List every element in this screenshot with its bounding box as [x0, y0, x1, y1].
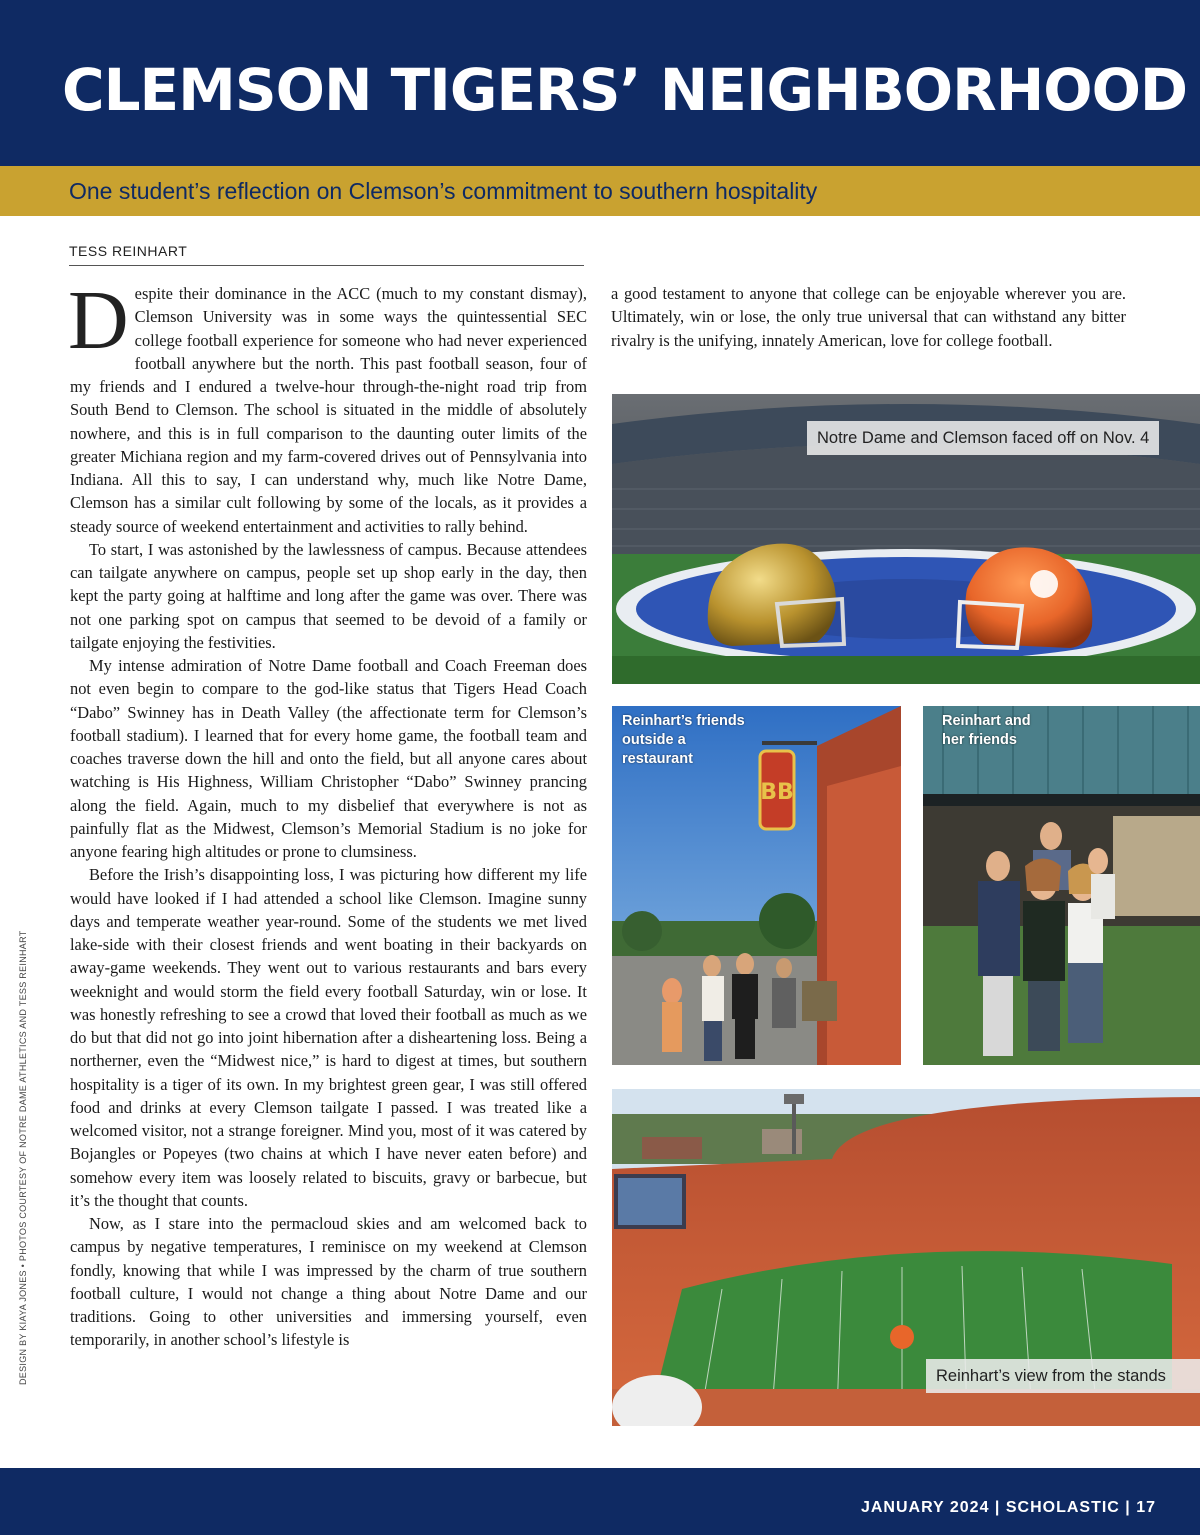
paragraph-5: Now, as I stare into the permacloud skies and am welcomed back to campus by negative temperatures, I reminisce on my weekend at Clemson fondly, knowing that while I was impressed by the charm of true southern football culture, I would not change a thing about Notre Dame and our traditions. Going to other universities and immersing yourself, even temporarily, in another school’s lifestyle is — [70, 1214, 587, 1350]
caption-stands: Reinhart’s view from the stands — [926, 1359, 1200, 1393]
photo-credit: DESIGN BY KIAYA JONES • PHOTOS COURTESY OF NOTRE DAME ATHLETICS AND TESS REINHART — [18, 930, 28, 1385]
sign-letters: BB — [760, 780, 794, 805]
page-title: CLEMSON TIGERS’ NEIGHBORHOOD — [62, 56, 1188, 124]
paragraph-5-continued: a good testament to anyone that college can be enjoyable wherever you are. Ultimately, win or lose, the only true universal that can withstand any bitter rivalry is the unifying, innately American, love for college football. — [611, 284, 1126, 350]
paragraph-3: My intense admiration of Notre Dame football and Coach Freeman does not even begin to compare to the god-like status that Tigers Head Coach “Dabo” Swinney has in Death Valley (the affectionate term for Clemson’s football stadium). I learned that for every home game, the football team and coaches traverse down the hill and onto the field, but all anyone cares about watching is His Highness, William Christopher “Dabo” Swinney prancing along the field. Again, much to my disbelief that everywhere is not as painfully flat as the Midwest, Clemson’s Memorial Stadium is no joke for anyone fearing high altitudes or prone to clumsiness. — [70, 656, 587, 861]
article-column-2 — [611, 282, 1126, 352]
byline: TESS REINHART — [69, 243, 584, 266]
caption-friends: Reinhart and her friends — [942, 713, 1031, 748]
caption-restaurant: Reinhart’s friends outside a restaurant — [622, 713, 745, 767]
drop-cap: D — [68, 274, 129, 367]
paragraph-2: To start, I was astonished by the lawlessness of campus. Because attendees can tailgate anywhere on campus, people set up shop early in the day, then kept the party going at halftime and long after the game was over. There was not one parking spot on campus that seemed to be devoid of a family or tailgate enjoying the festivities. — [70, 539, 587, 652]
paragraph-4: Before the Irish’s disappointing loss, I was picturing how different my life would have looked if I had attended a school like Clemson. Imagine sunny days and temperate weather year-round. Some of the students we met lived lake-side with their closest friends and went boating in their backyards on away-game weekends. They went out to various restaurants and bars every weeknight and would storm the field every football Saturday, win or lose. It was honestly refreshing to see a crowd that loved their football as much as we do but that did not go into joint hibernation after a disheartening loss. Being a northerner, even the “Midwest nice,” is hard to digest at times, but southern hospitality is a tiger of its own. In my brightest green gear, I was still offered food and drinks at every Clemson tailgate I passed. I was treated like a welcomed visitor, not a strange foreigner. Mind you, most of it was catered by Bojangles or Popeyes (two chains at which I have never eaten before) and somehow every item was loosely related to biscuits, gravy or barbecue, but it’s the thought that counts. — [70, 865, 587, 1210]
caption-stadium-helmets: Notre Dame and Clemson faced off on Nov. 4 — [807, 421, 1159, 455]
article-column-1 — [68, 274, 587, 1352]
subtitle: One student’s reflection on Clemson’s commitment to southern hospitality — [69, 178, 818, 204]
paragraph-1: espite their dominance in the ACC (much to my constant dismay), Clemson University was in some ways the quintessential SEC college football experience for someone who had never experienced football anywhere but the north. This past football season, four of my friends and I endured a twelve-hour through-the-night road trip from South Bend to Clemson. The school is situated in the middle of absolutely nowhere, and this is in full comparison to the daunting outer limits of the greater Michiana region and my farm-covered drives out of Pennsylvania into Indiana. All this to say, I can understand why, much like Notre Dame, Clemson has a similar cult following by some of the locals, as it provides a steady source of weekend entertainment and activities to rally behind. — [70, 284, 587, 536]
footer-page-info: JANUARY 2024 | SCHOLASTIC | 17 — [860, 1499, 1156, 1516]
photo-friends — [923, 706, 1200, 1065]
